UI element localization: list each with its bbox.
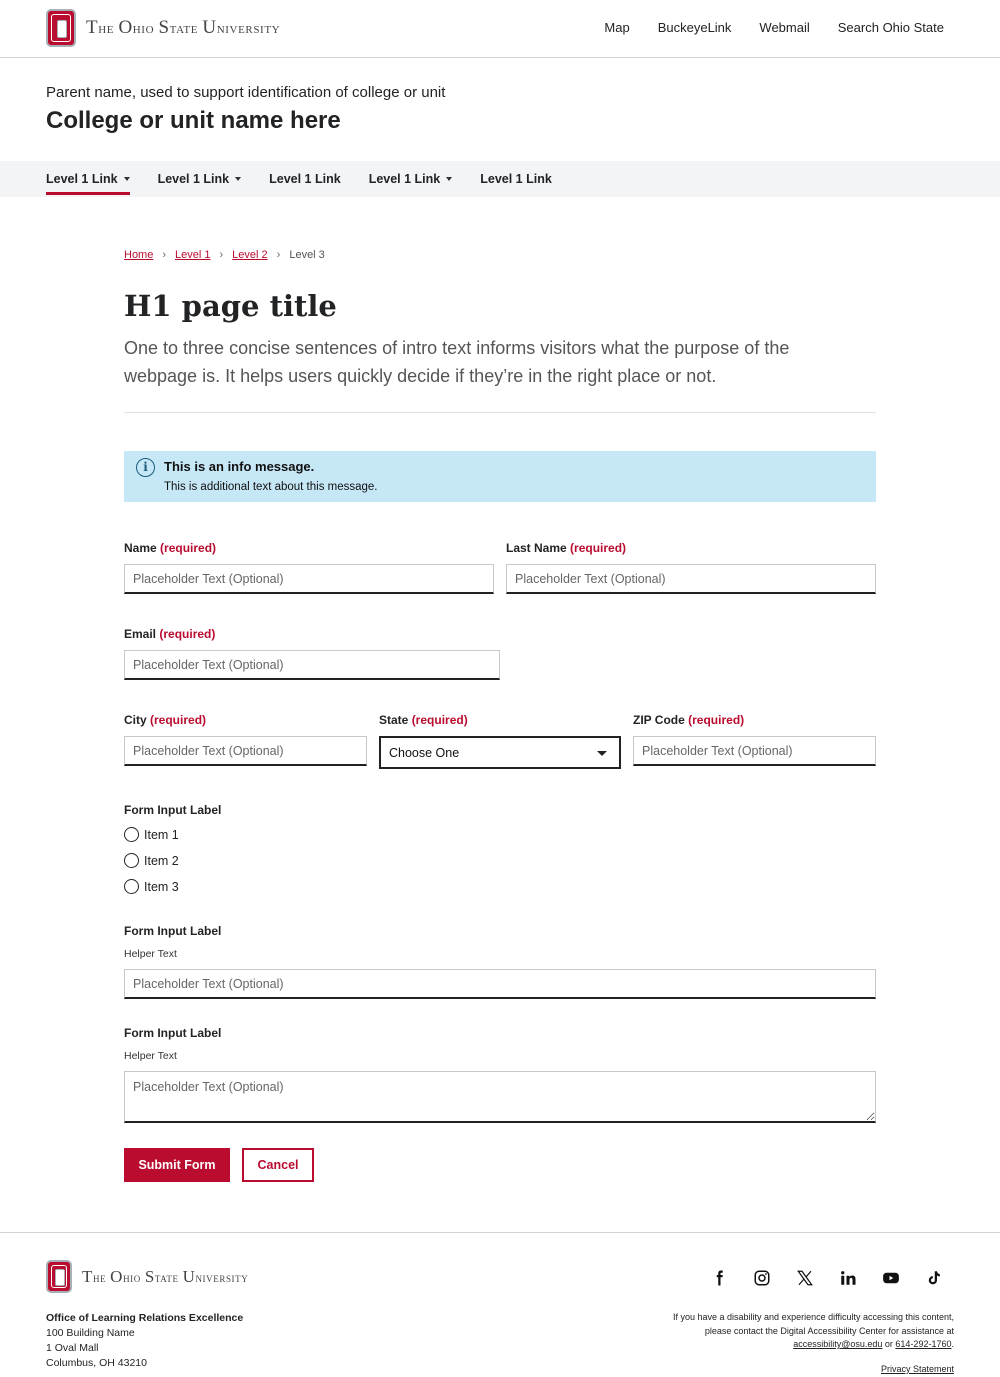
- email-input[interactable]: [124, 650, 500, 680]
- instagram-icon[interactable]: [750, 1266, 773, 1289]
- radio-item-3[interactable]: [124, 879, 179, 894]
- state-label: [379, 713, 468, 727]
- radio-label: Item 1: [144, 827, 179, 842]
- required-marker: (required): [688, 713, 745, 727]
- accessibility-text: If you have a disability and experience difficulty accessing this content, please contact the Digital Accessibility Center for assistance at: [673, 1312, 954, 1336]
- text-field-input[interactable]: [124, 969, 876, 999]
- required-marker: (required): [570, 541, 627, 555]
- nav-item-1[interactable]: [46, 161, 130, 197]
- city-label: [124, 713, 206, 727]
- label-text: ZIP Code: [633, 713, 685, 727]
- radio-label: Item 2: [144, 853, 179, 868]
- radio-group-label: Form Input Label: [124, 803, 222, 817]
- state-select[interactable]: [379, 736, 621, 769]
- block-o-icon: [46, 1260, 72, 1293]
- main-nav: [0, 161, 1000, 197]
- label-text: Email: [124, 627, 157, 641]
- nav-item-label: Level 1 Link: [157, 172, 230, 186]
- label-text: Last Name: [506, 541, 567, 555]
- breadcrumb-level-1[interactable]: Level 1: [175, 249, 211, 261]
- footer-address-line-2: 1 Oval Mall: [46, 1342, 99, 1354]
- radio-label: Item 3: [144, 879, 179, 894]
- divider: [124, 412, 876, 413]
- tiktok-icon[interactable]: [922, 1266, 945, 1289]
- accessibility-phone-link[interactable]: 614-292-1760: [895, 1339, 952, 1349]
- zip-label: [633, 713, 744, 727]
- intro-text: One to three concise sentences of intro text informs visitors what the purpose of the webpage is. It helps users quickly decide if they’re in the right place or not.: [124, 338, 790, 386]
- info-alert: [124, 451, 876, 502]
- chevron-right-icon: ›: [162, 249, 167, 261]
- info-icon: i: [136, 458, 155, 477]
- facebook-icon[interactable]: [707, 1266, 730, 1289]
- site-header: [0, 0, 1000, 58]
- breadcrumb-level-2[interactable]: Level 2: [232, 249, 268, 261]
- youtube-icon[interactable]: [879, 1266, 902, 1289]
- nav-item-4[interactable]: [369, 161, 453, 197]
- breadcrumb-home[interactable]: Home: [124, 249, 154, 261]
- email-label: [124, 627, 215, 641]
- footer-address: [46, 1311, 243, 1371]
- footer-address-line-3: Columbus, OH 43210: [46, 1357, 147, 1369]
- caret-down-icon: [597, 751, 607, 756]
- label-text: Name: [124, 541, 157, 555]
- privacy-statement-link[interactable]: Privacy Statement: [880, 1364, 954, 1374]
- name-label: [124, 541, 216, 555]
- last-name-input[interactable]: [506, 564, 876, 594]
- search-ohio-state-link[interactable]: Search Ohio State: [837, 20, 944, 35]
- accessibility-or-text: or: [884, 1339, 893, 1349]
- university-wordmark: The Ohio State University: [86, 17, 281, 38]
- linkedin-icon[interactable]: [836, 1266, 859, 1289]
- required-marker: (required): [160, 541, 217, 555]
- textarea-label: Form Input Label: [124, 1026, 222, 1040]
- required-marker: (required): [150, 713, 207, 727]
- nav-item-label: Level 1 Link: [480, 172, 552, 186]
- map-link[interactable]: Map: [604, 20, 630, 35]
- webmail-link[interactable]: Webmail: [759, 20, 810, 35]
- radio-button[interactable]: [124, 827, 139, 842]
- zip-input[interactable]: [633, 736, 876, 766]
- nav-item-3[interactable]: [269, 161, 341, 197]
- block-o-icon: [46, 9, 76, 47]
- radio-item-1[interactable]: [124, 827, 179, 842]
- state-select-value: Choose One: [389, 745, 460, 760]
- textarea-input[interactable]: [124, 1071, 876, 1123]
- radio-button[interactable]: [124, 853, 139, 868]
- textarea-helper: Helper Text: [124, 1050, 177, 1062]
- city-input[interactable]: [124, 736, 367, 766]
- text-field-label: Form Input Label: [124, 924, 222, 938]
- radio-item-2[interactable]: [124, 853, 179, 868]
- caret-down-icon: [235, 177, 241, 181]
- nav-item-label: Level 1 Link: [269, 172, 341, 186]
- site-footer: [0, 1232, 1000, 1377]
- social-links: [707, 1266, 945, 1289]
- footer-org-name: Office of Learning Relations Excellence: [46, 1312, 244, 1324]
- unit-name[interactable]: College or unit name here: [46, 107, 341, 134]
- required-marker: (required): [159, 627, 216, 641]
- nav-item-label: Level 1 Link: [368, 172, 441, 186]
- chevron-right-icon: ›: [276, 249, 281, 261]
- required-marker: (required): [411, 713, 468, 727]
- submit-form-button[interactable]: Submit Form: [124, 1148, 230, 1182]
- accessibility-email-link[interactable]: accessibility@osu.edu: [793, 1339, 883, 1349]
- chevron-right-icon: ›: [219, 249, 224, 261]
- page-title: H1 page title: [124, 289, 337, 323]
- label-text: City: [124, 713, 147, 727]
- nav-item-2[interactable]: [158, 161, 242, 197]
- footer-osu-logo[interactable]: [46, 1260, 248, 1293]
- footer-address-line-1: 100 Building Name: [46, 1327, 135, 1339]
- cancel-button[interactable]: Cancel: [242, 1148, 314, 1182]
- caret-down-icon: [124, 177, 130, 181]
- label-text: State: [379, 713, 409, 727]
- breadcrumb: [124, 249, 325, 261]
- text-field-helper: Helper Text: [124, 948, 177, 960]
- last-name-label: [506, 541, 626, 555]
- nav-item-5[interactable]: [480, 161, 552, 197]
- osu-logo[interactable]: [46, 9, 280, 47]
- caret-down-icon: [446, 177, 452, 181]
- global-nav: [604, 20, 944, 35]
- x-icon[interactable]: [793, 1266, 816, 1289]
- radio-button[interactable]: [124, 879, 139, 894]
- nav-item-label: Level 1 Link: [46, 172, 118, 186]
- accessibility-statement: If you have a disability and experience difficulty accessing this content, please contact the Digital Accessibility Center for assistance at accessibility@osu.edu or 614-292-1760.: [673, 1312, 954, 1349]
- parent-name: Parent name, used to support identification of college or unit: [46, 84, 446, 101]
- university-wordmark: The Ohio State University: [82, 1266, 249, 1286]
- alert-title: This is an info message.: [164, 459, 315, 474]
- breadcrumb-current: Level 3: [289, 249, 325, 261]
- alert-text: This is additional text about this message.: [164, 481, 378, 493]
- buckeyelink-link[interactable]: BuckeyeLink: [657, 20, 732, 35]
- name-input[interactable]: [124, 564, 494, 594]
